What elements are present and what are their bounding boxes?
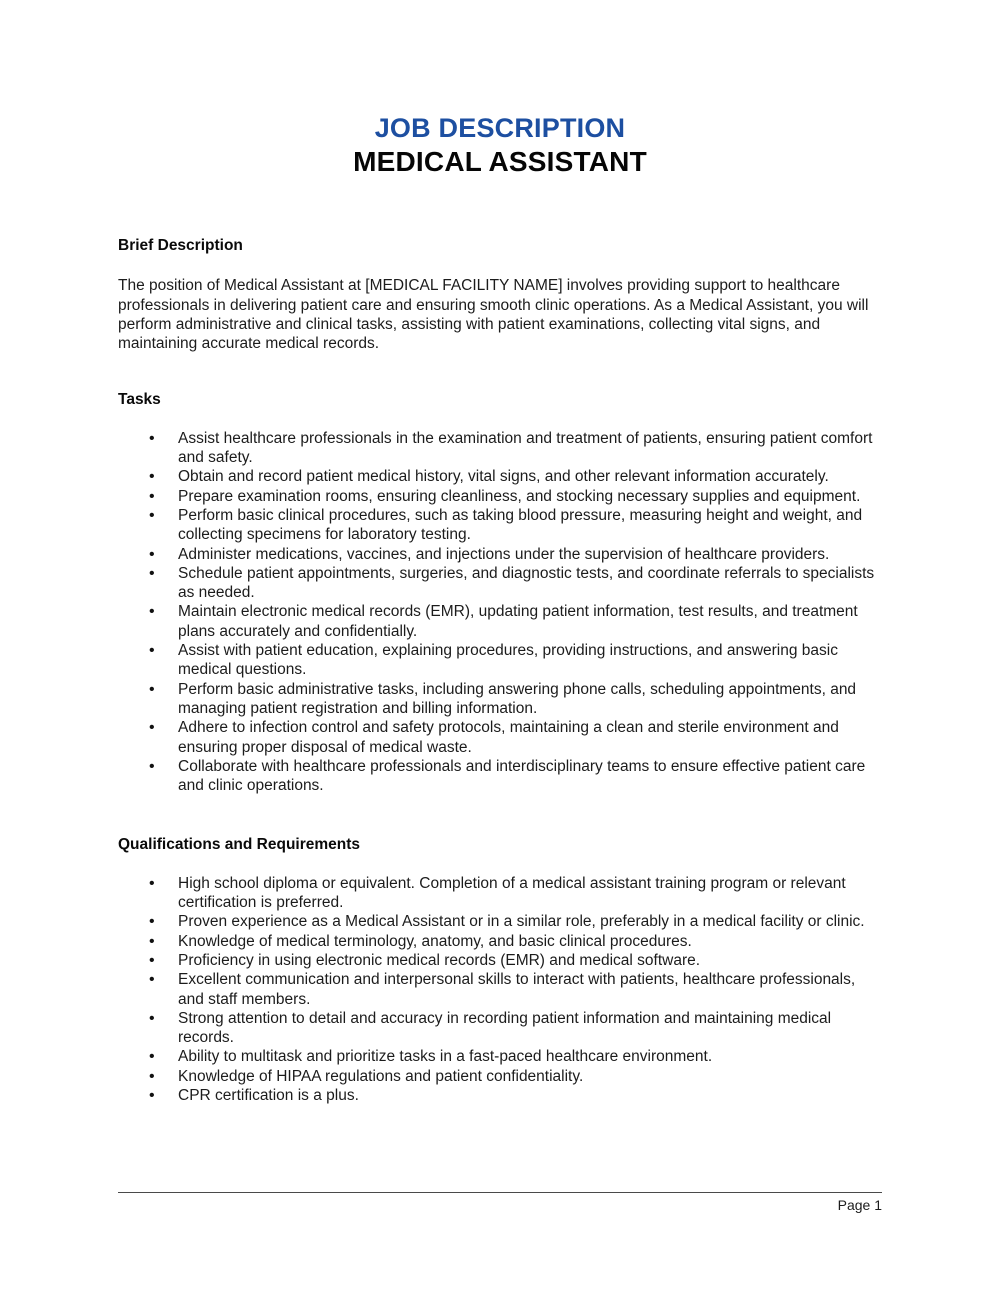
document-body [0,236,1000,1105]
tasks-heading: Tasks [118,391,161,409]
qualification-item: • Strong attention to detail and accuracy in recording patient information and maintaining medical records. [118,1009,882,1048]
qualifications-list [118,874,882,1106]
document-subtitle: MEDICAL ASSISTANT [353,146,647,177]
task-item: • Administer medications, vaccines, and injections under the supervision of healthcare providers. [118,545,882,564]
tasks-list [118,429,882,796]
qualification-item: • Proven experience as a Medical Assistant or in a similar role, preferably in a medical facility or clinic. [118,912,882,931]
document-title: JOB DESCRIPTION [374,113,626,143]
task-item: • Perform basic clinical procedures, such as taking blood pressure, measuring height and weight, and collecting specimens for laboratory testing. [118,506,882,545]
qualification-item: • High school diploma or equivalent. Completion of a medical assistant training program or relevant certification is preferred. [118,874,882,913]
task-item: • Obtain and record patient medical history, vital signs, and other relevant information accurately. [118,467,882,486]
task-item: • Prepare examination rooms, ensuring cleanliness, and stocking necessary supplies and equipment. [118,487,882,506]
document-header [0,0,1000,179]
task-item: • Assist with patient education, explaining procedures, providing instructions, and answering basic medical questions. [118,641,882,680]
qualification-item: • Knowledge of medical terminology, anatomy, and basic clinical procedures. [118,932,882,951]
task-item: • Assist healthcare professionals in the examination and treatment of patients, ensuring patient comfort and safety. [118,429,882,468]
page-number: Page 1 [837,1197,882,1213]
task-item: • Maintain electronic medical records (EMR), updating patient information, test results, and treatment plans accurately and confidentially. [118,602,882,641]
task-item: • Perform basic administrative tasks, including answering phone calls, scheduling appointments, and managing patient registration and billing information. [118,680,882,719]
qualifications-heading: Qualifications and Requirements [118,836,361,854]
brief-description-heading: Brief Description [118,237,243,254]
qualification-item: • Ability to multitask and prioritize tasks in a fast-paced healthcare environment. [118,1047,882,1066]
page-footer [118,1192,882,1214]
qualification-item: • Knowledge of HIPAA regulations and patient confidentiality. [118,1067,882,1086]
qualification-item: • Excellent communication and interpersonal skills to interact with patients, healthcare professionals, and staff members. [118,970,882,1009]
task-item: • Collaborate with healthcare professionals and interdisciplinary teams to ensure effective patient care and clinic operations. [118,757,882,796]
task-item: • Adhere to infection control and safety protocols, maintaining a clean and sterile environment and ensuring proper disposal of medical waste. [118,718,882,757]
task-item: • Schedule patient appointments, surgeries, and diagnostic tests, and coordinate referrals to specialists as needed. [118,564,882,603]
qualification-item: • Proficiency in using electronic medical records (EMR) and medical software. [118,951,882,970]
qualification-item: • CPR certification is a plus. [118,1086,882,1105]
brief-description-text: The position of Medical Assistant at [MEDICAL FACILITY NAME] involves providing support to healthcare professionals in delivering patient care and ensuring smooth clinic operations. As a Medical Assistant, you will perform administrative and clinical tasks, assisting with patient examinations, collecting vital signs, and maintaining accurate medical records. [118,277,869,353]
